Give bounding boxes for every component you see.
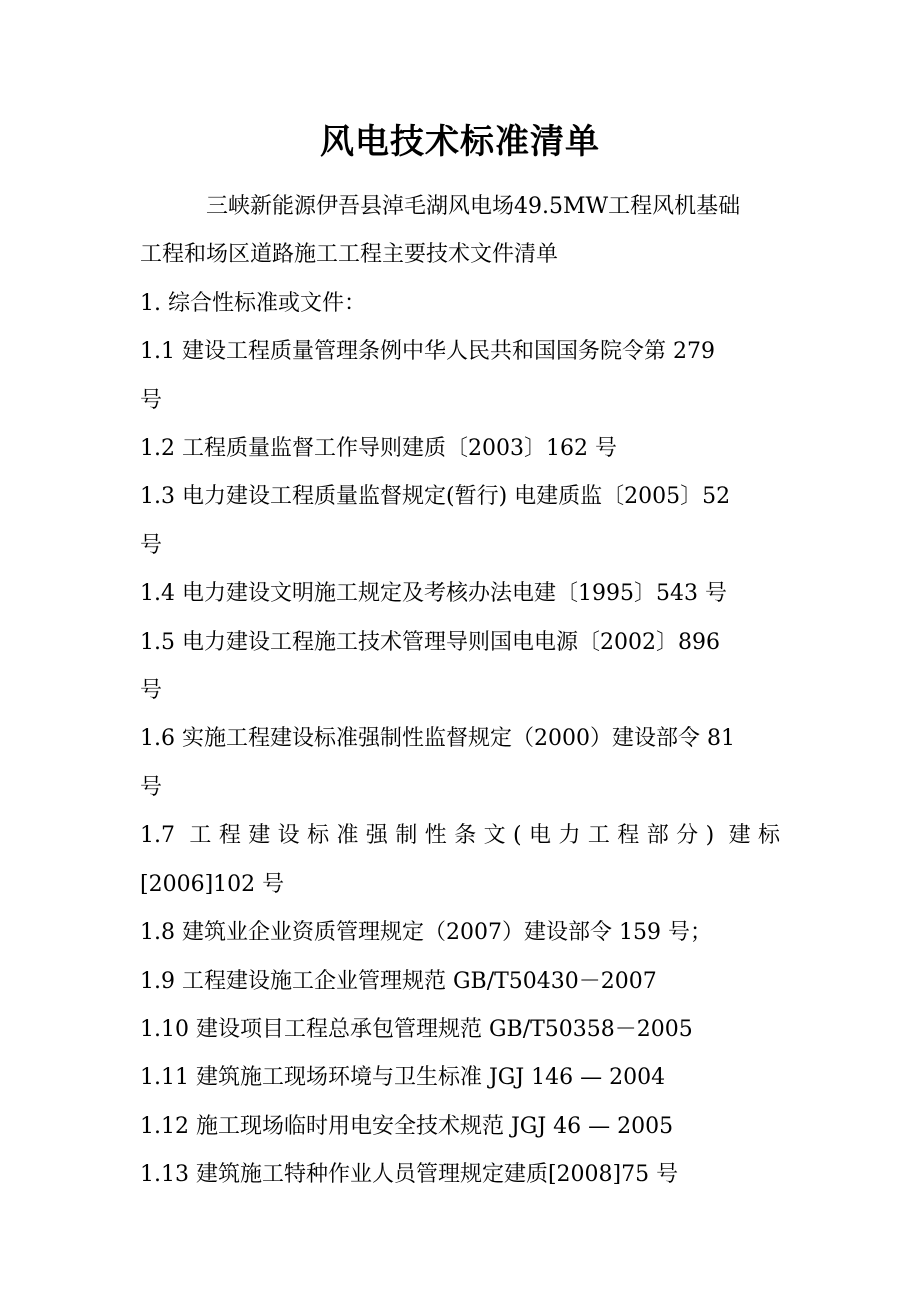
page-title: 风电技术标准清单 [320, 122, 600, 162]
list-item-text: 号 [140, 678, 163, 704]
list-item-text: 1.5 电力建设工程施工技术管理导则国电电源〔2002〕896 [140, 629, 720, 655]
intro-paragraph [140, 183, 780, 231]
list-item-text: 号 [140, 774, 163, 800]
list-item-text: 1.13 建筑施工特种作业人员管理规定建质[2008]75 号 [140, 1162, 679, 1188]
list-item-text: 1.4 电力建设文明施工规定及考核办法电建〔1995〕543 号 [140, 581, 727, 607]
list-item [140, 715, 780, 763]
list-item-text: 号 [140, 387, 163, 413]
list-item [140, 909, 780, 957]
document-body [140, 183, 780, 1200]
list-item [140, 958, 780, 1006]
list-item-text: 1.11 建筑施工现场环境与卫生标准 JGJ 146 — 2004 [140, 1065, 666, 1091]
list-item [140, 425, 780, 473]
list-item-text: 号 [140, 532, 163, 558]
list-item-continuation [140, 667, 780, 715]
section-heading-text: 1. 综合性标准或文件： [140, 290, 366, 316]
list-item [140, 328, 780, 376]
list-item-continuation [140, 377, 780, 425]
list-item [140, 1151, 780, 1199]
list-item [140, 1103, 780, 1151]
list-item-text: 1.7 工程建设标准强制性条文(电力工程部分) 建标 [140, 823, 780, 849]
list-item-text: 1.8 建筑业企业资质管理规定（2007）建设部令 159 号； [140, 920, 712, 946]
list-item [140, 812, 780, 860]
list-item [140, 1006, 780, 1054]
intro-line-2-row [140, 231, 780, 279]
list-item [140, 570, 780, 618]
section-heading [140, 280, 780, 328]
list-item [140, 1054, 780, 1102]
list-item-text: 1.9 工程建设施工企业管理规范 GB/T50430－2007 [140, 968, 657, 994]
list-item-text: 1.1 建设工程质量管理条例中华人民共和国国务院令第 279 [140, 339, 715, 365]
list-item-text: 1.6 实施工程建设标准强制性监督规定（2000）建设部令 81 [140, 726, 735, 752]
list-item [140, 473, 780, 521]
list-item-text: [2006]102 号 [140, 871, 285, 897]
list-item-continuation [140, 522, 780, 570]
list-item-text: 1.12 施工现场临时用电安全技术规范 JGJ 46 — 2005 [140, 1113, 674, 1139]
list-item-continuation [140, 861, 780, 909]
intro-line-2: 工程和场区道路施工工程主要技术文件清单 [140, 242, 559, 268]
list-item-continuation [140, 764, 780, 812]
intro-line-1: 三峡新能源伊吾县淖毛湖风电场49.5MW工程风机基础 [206, 194, 741, 219]
list-item [140, 619, 780, 667]
list-item-text: 1.10 建设项目工程总承包管理规范 GB/T50358－2005 [140, 1016, 693, 1042]
list-item-text: 1.3 电力建设工程质量监督规定(暂行) 电建质监〔2005〕52 [140, 484, 731, 510]
list-item-text: 1.2 工程质量监督工作导则建质〔2003〕162 号 [140, 436, 617, 462]
